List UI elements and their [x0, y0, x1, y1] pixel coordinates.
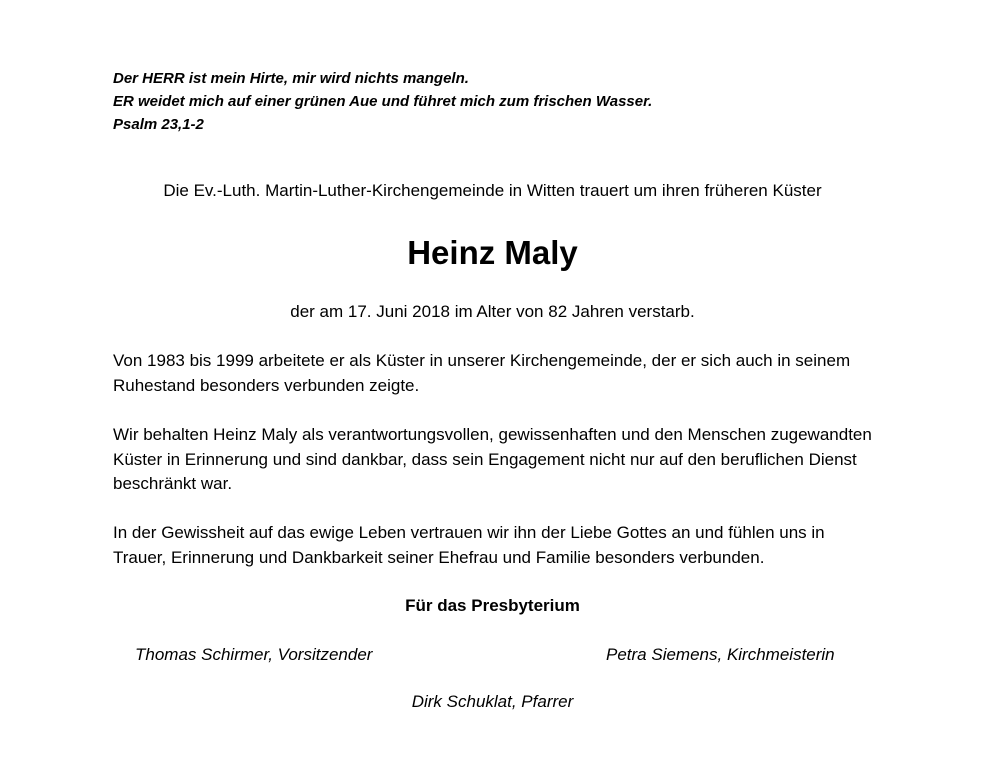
psalm-line-2: ER weidet mich auf einer grünen Aue und führet mich zum frischen Wasser. [113, 93, 653, 110]
paragraph-remembrance: Wir behalten Heinz Maly als verantwortungsvollen, gewissenhaften und den Menschen zugewandten Küster in Erinnerung und sind dankbar, dass sein Engagement nicht nur auf den beruflichen Dienst beschränkt war. [113, 425, 872, 493]
signature-pastor: Dirk Schuklat, Pfarrer [411, 692, 574, 711]
signature-chair: Thomas Schirmer, Vorsitzender [135, 645, 373, 664]
deceased-name: Heinz Maly [407, 234, 578, 271]
psalm-reference: Psalm 23,1-2 [113, 116, 204, 133]
paragraph-service: Von 1983 bis 1999 arbeitete er als Küster in unserer Kirchengemeinde, der er sich auch in seinem Ruhestand besonders verbunden zeigte. [113, 351, 851, 395]
paragraph-faith: In der Gewissheit auf das ewige Leben vertrauen wir ihn der Liebe Gottes an und fühlen uns in Trauer, Erinnerung und Dankbarkeit seiner Ehefrau und Familie besonders verbunden. [113, 523, 825, 567]
signature-treasurer: Petra Siemens, Kirchmeisterin [606, 645, 835, 664]
signatures-heading: Für das Presbyterium [405, 596, 580, 615]
intro-line: Die Ev.-Luth. Martin-Luther-Kirchengemeinde in Witten trauert um ihren früheren Küster [163, 181, 822, 200]
death-line: der am 17. Juni 2018 im Alter von 82 Jahren verstarb. [290, 302, 695, 321]
psalm-line-1: Der HERR ist mein Hirte, mir wird nichts mangeln. [113, 70, 469, 87]
